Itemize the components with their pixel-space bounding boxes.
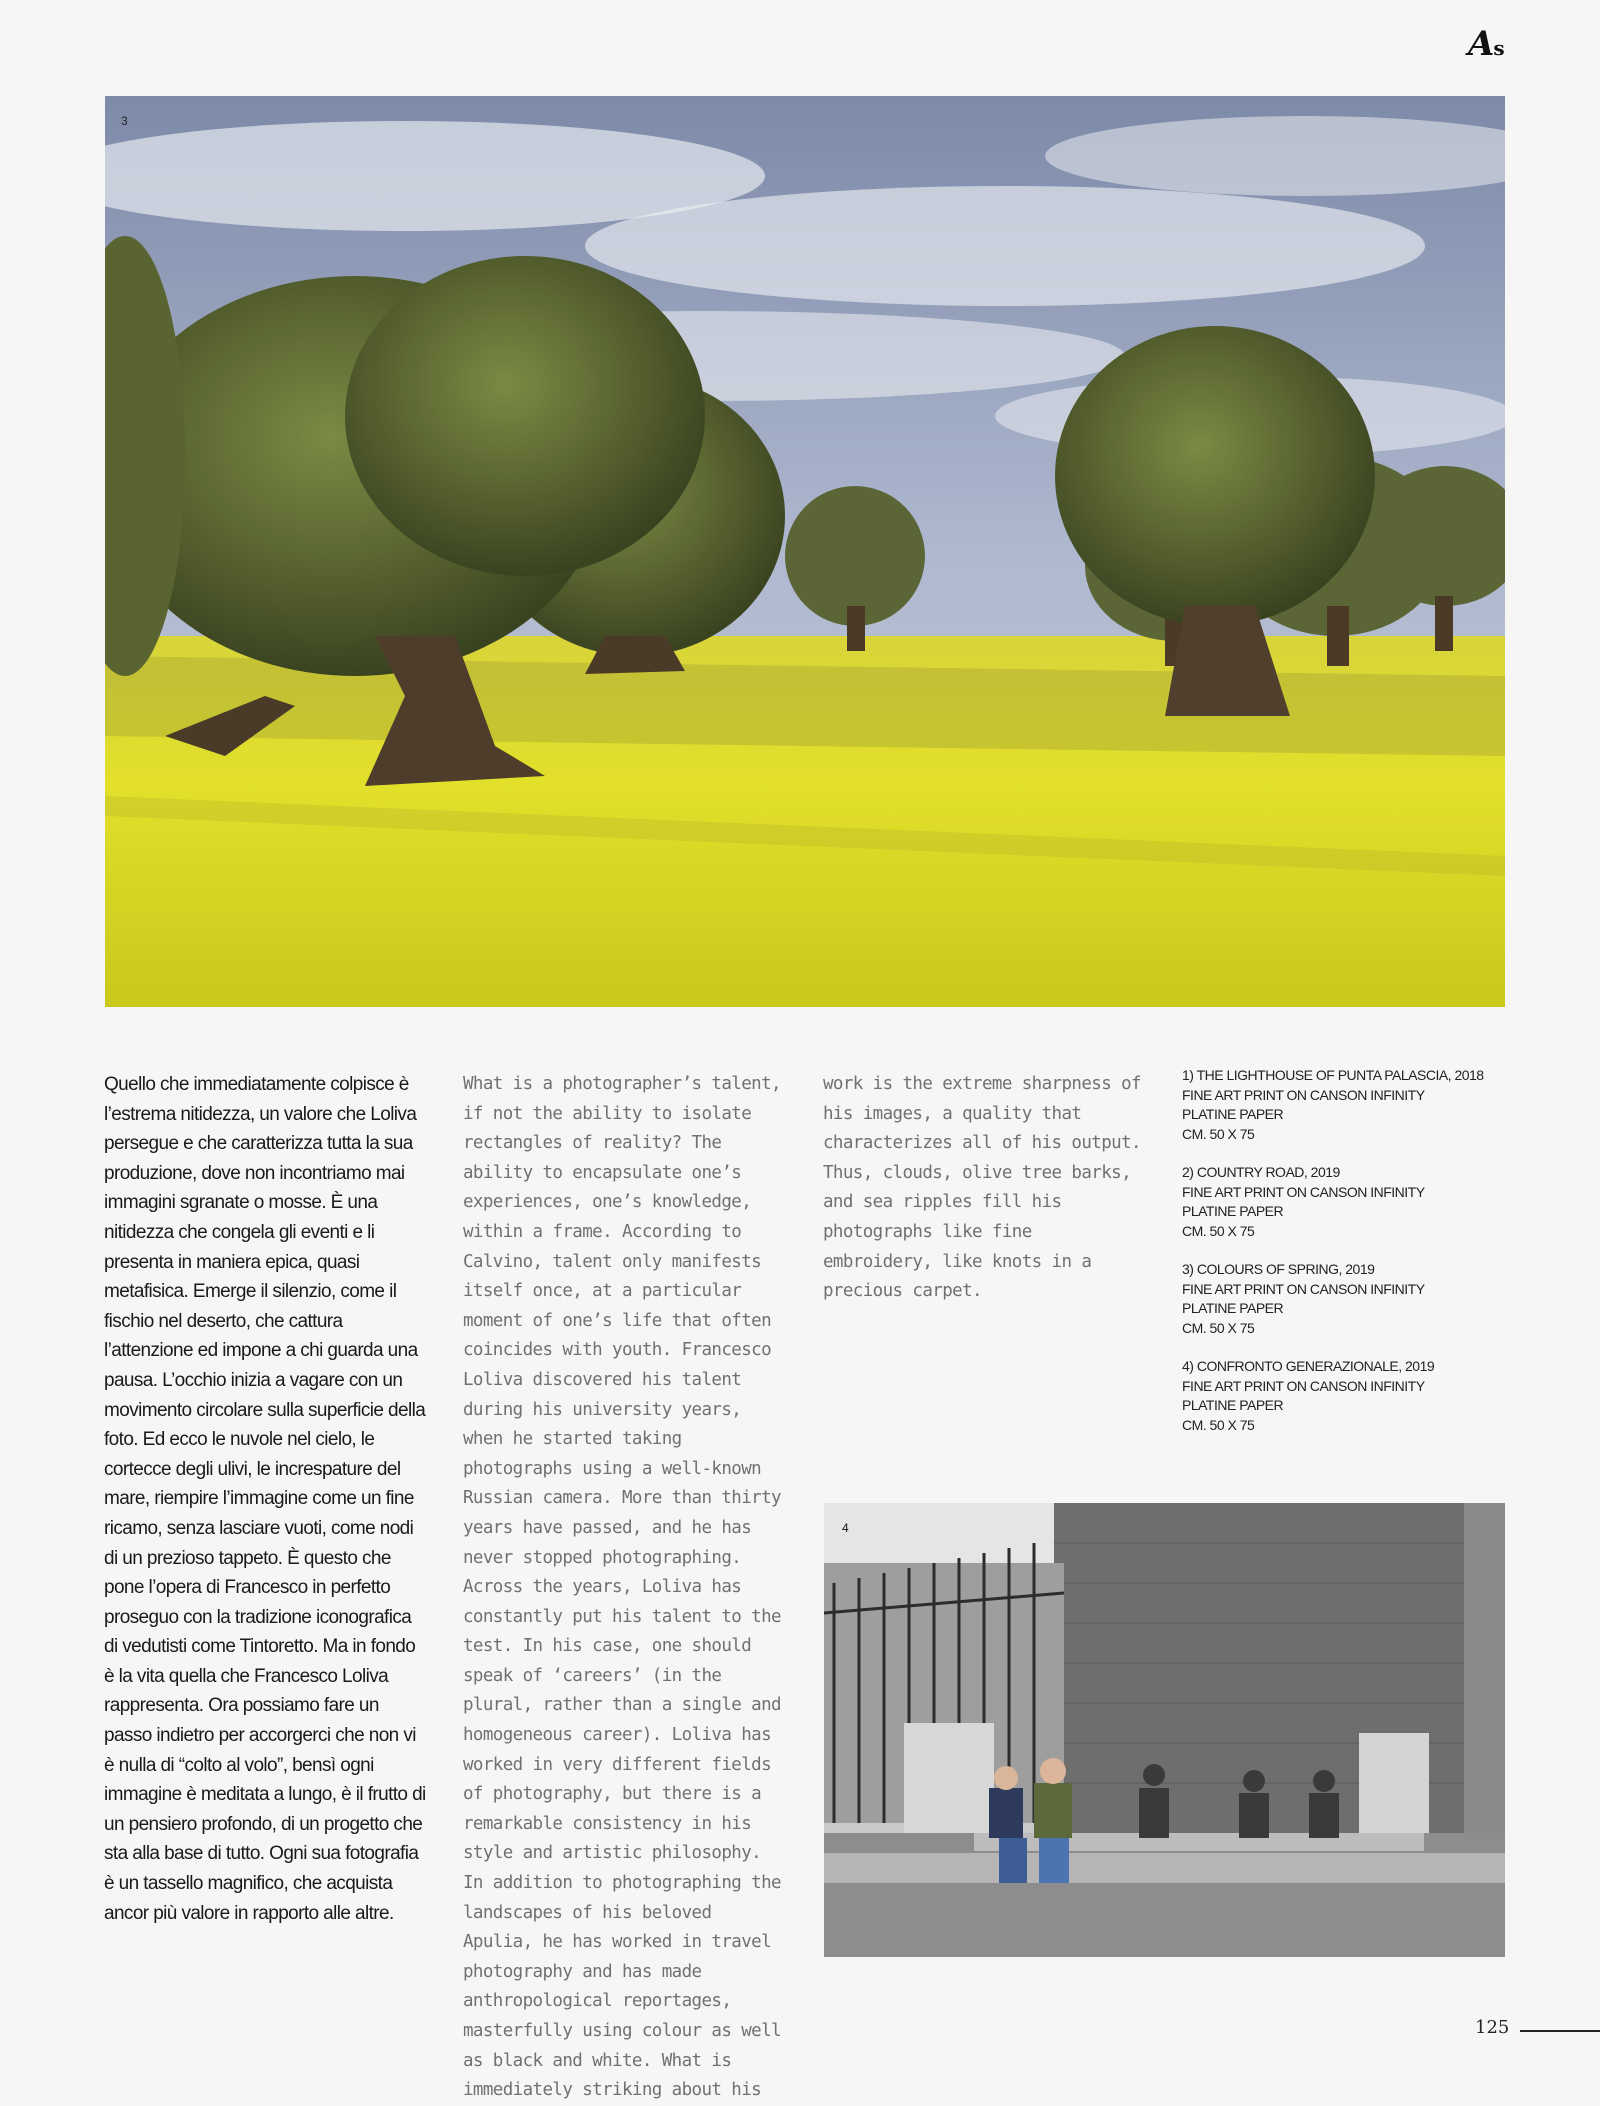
caption-paper: PLATINE PAPER [1182, 1300, 1284, 1316]
captions-list [1182, 1066, 1512, 1454]
caption-title: 1) THE LIGHTHOUSE OF PUNTA PALASCIA, 2018 [1182, 1067, 1484, 1083]
caption-paper: PLATINE PAPER [1182, 1397, 1284, 1413]
olive-grove-image [105, 96, 1505, 1007]
caption-medium: FINE ART PRINT ON CANSON INFINITY [1182, 1377, 1425, 1394]
caption-3 [1182, 1260, 1512, 1338]
caption-medium: FINE ART PRINT ON CANSON INFINITY [1182, 1183, 1425, 1200]
caption-2 [1182, 1163, 1512, 1241]
italian-paragraph: Quello che immediatamente colpisce è l’estrema nitidezza, un valore che Loliva persegue e che caratterizza tutta la sua produzione, dove non incontriamo mai immagini sgranate o mosse. È una nitidezza che congela gli eventi e li presenta in maniera epica, quasi metafisica. Emerge il silenzio, come il fischio nel deserto, che cattura l’attenzione ed impone a chi guarda una pausa. L’occhio inizia a vagare con un movimento circolare sulla superficie della foto. Ed ecco le nuvole nel cielo, le cortecce degli ulivi, le increspature del mare, riempire l’immagine come un fine ricamo, senza lasciare vuoti, come nodi di un prezioso tappeto. È questo che pone l’opera di Francesco in perfetto proseguo con la tradizione iconografica di vedutisti come Tintoretto. Ma in fondo è la vita quella che Francesco Loliva rappresenta. Ora possiamo fare un passo indietro per accorgerci che non vi è nulla di “colto al volo”, bensì ogni immagine è meditata a lungo, è il frutto di un pensiero profondo, di un progetto che sta alla base di tutto. Ogni sua fotografia è un tassello magnifico, che acquista ancor più valore in rapporto alle altre. [104, 1074, 426, 1924]
photo-number: 3 [121, 114, 128, 128]
caption-paper: PLATINE PAPER [1182, 1106, 1284, 1122]
page-rule [1520, 2030, 1600, 2032]
caption-medium: FINE ART PRINT ON CANSON INFINITY [1182, 1086, 1425, 1103]
caption-title: 4) CONFRONTO GENERAZIONALE, 2019 [1182, 1358, 1435, 1374]
caption-title: 2) COUNTRY ROAD, 2019 [1182, 1164, 1340, 1180]
bench-men-image [824, 1503, 1505, 1957]
caption-4 [1182, 1357, 1512, 1435]
caption-medium: FINE ART PRINT ON CANSON INFINITY [1182, 1280, 1425, 1297]
italian-text-column [104, 1070, 426, 1928]
caption-size: CM. 50 X 75 [1182, 1416, 1255, 1433]
caption-size: CM. 50 X 75 [1182, 1319, 1255, 1336]
caption-1 [1182, 1066, 1512, 1144]
caption-paper: PLATINE PAPER [1182, 1203, 1284, 1219]
bench-men-photo [824, 1503, 1505, 1957]
english-paragraph-2: work is the extreme sharpness of his images, a quality that characterizes all of his output. Thus, clouds, olive tree barks, and sea ripples fill his photographs like fine embroidery, like knots in a precious carpet. [823, 1074, 1141, 1302]
caption-size: CM. 50 X 75 [1182, 1125, 1255, 1142]
photo-number: 4 [842, 1521, 849, 1535]
magazine-logo: As [1468, 24, 1504, 64]
english-paragraph-1: What is a photographer’s talent, if not the ability to isolate rectangles of reality? The ability to encapsulate one’s experiences, one’s knowledge, within a frame. According to Calvino, talent only manifests itself once, at a particular moment of one’s life that often coincides with youth. Francesco Loliva discovered his talent during his university years, when he started taking photographs using a well-known Russian camera. More than thirty years have passed, and he has never stopped photographing. Across the years, Loliva has constantly put his talent to the test. In his case, one should speak of ‘careers’ (in the plural, rather than a single and homogeneous career). Loliva has worked in very different fields of photography, but there is a remarkable consistency in his style and artistic philosophy. In addition to photographing the landscapes of his beloved Apulia, he has worked in travel photography and has made anthropological reportages, masterfully using colour as well as black and white. What is immediately striking about his [463, 1074, 781, 2101]
english-text-column-2 [823, 1070, 1145, 1307]
page-number: 125 [1475, 2017, 1510, 2038]
caption-size: CM. 50 X 75 [1182, 1222, 1255, 1239]
olive-grove-photo [105, 96, 1505, 1007]
caption-title: 3) COLOURS OF SPRING, 2019 [1182, 1261, 1375, 1277]
english-text-column-1 [463, 1070, 785, 2106]
